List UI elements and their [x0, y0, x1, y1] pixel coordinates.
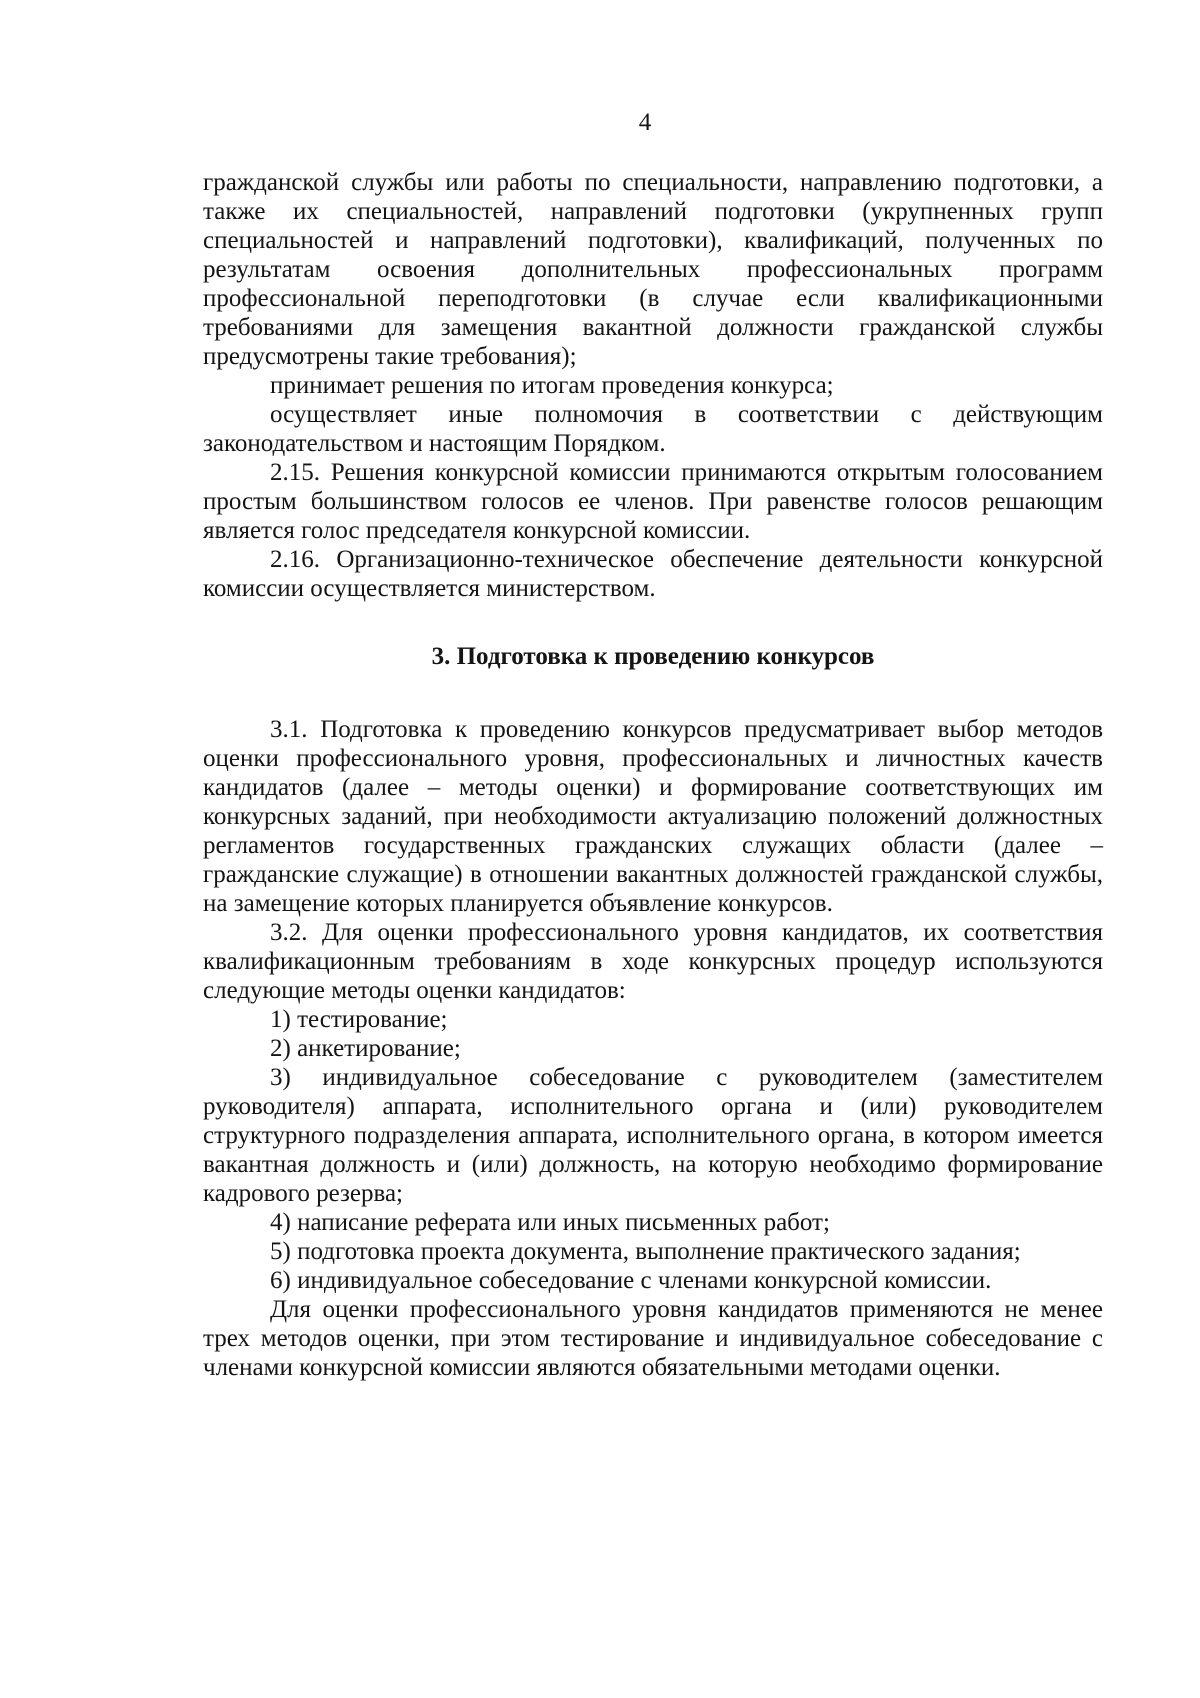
list-item-practical-task: 5) подготовка проекта документа, выполнение практического задания; [270, 1238, 1021, 1265]
paragraph-3-1: 3.1. Подготовка к проведению конкурсов предусматривает выбор методов оценки профессионального уровня, профессиональных и личностных качеств кандидатов (далее – методы оценки) и формирование соответствующих им конкурсных заданий, при необходимости актуализацию положений должностных регламентов государственных гражданских служащих области (далее – гражданские служащие) в отношении вакантных должностей гражданской службы, на замещение которых планируется объявление конкурсов. [203, 716, 1103, 917]
paragraph-continuation: гражданской службы или работы по специальности, направлению подготовки, а также их специальностей, направлений подготовки (укрупненных групп специальностей и направлений подготовки), квалификаций, полученных по результатам освоения дополнительных профессиональных программ профессиональной переподготовки (в случае если квалификационными требованиями для замещения вакантной должности гражданской службы предусмотрены такие требования); [203, 169, 1103, 370]
list-item-interview-commission: 6) индивидуальное собеседование с членами конкурсной комиссии. [270, 1267, 992, 1294]
paragraph-decisions: принимает решения по итогам проведения конкурса; [270, 372, 834, 399]
document-body [203, 168, 1103, 1382]
list-item-essay: 4) написание реферата или иных письменных работ; [270, 1209, 830, 1236]
list-item-interview-head: 3) индивидуальное собеседование с руководителем (заместителем руководителя) аппарата, исполнительного органа и (или) руководителем структурного подразделения аппарата, исполнительного органа, в котором имеется вакантная должность и (или) должность, на которую необходимо формирование кадрового резерва; [203, 1064, 1103, 1207]
section-heading: 3. Подготовка к проведению конкурсов [431, 643, 875, 670]
paragraph-2-15: 2.15. Решения конкурсной комиссии принимаются открытым голосованием простым большинством голосов ее членов. При равенстве голосов решающим является голос председателя конкурсной комиссии. [203, 459, 1103, 544]
page-number: 4 [638, 109, 652, 136]
paragraph-other-powers: осуществляет иные полномочия в соответствии с действующим законодательством и настоящим Порядком. [203, 401, 1103, 457]
list-item-testing: 1) тестирование; [270, 1006, 448, 1033]
paragraph-3-2: 3.2. Для оценки профессионального уровня кандидатов, их соответствия квалификационным требованиям в ходе конкурсных процедур используются следующие методы оценки кандидатов: [203, 919, 1103, 1004]
paragraph-2-16: 2.16. Организационно-техническое обеспечение деятельности конкурсной комиссии осуществляется министерством. [203, 546, 1103, 602]
paragraph-closing: Для оценки профессионального уровня кандидатов применяются не менее трех методов оценки, при этом тестирование и индивидуальное собеседование с членами конкурсной комиссии являются обязательными методами оценки. [203, 1296, 1103, 1381]
list-item-questionnaire: 2) анкетирование; [270, 1035, 461, 1062]
